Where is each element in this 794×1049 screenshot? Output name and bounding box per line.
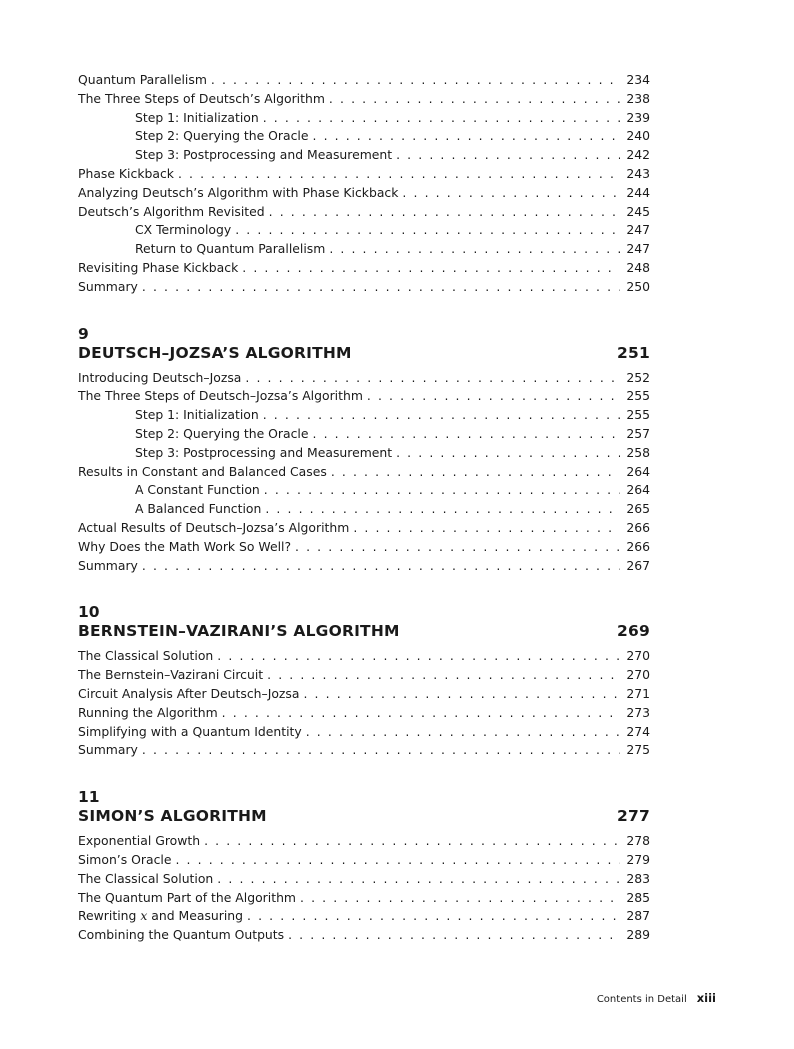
toc-subentry[interactable] — [78, 406, 650, 425]
entry-page-number: 247 — [626, 222, 650, 238]
entry-page-number: 255 — [626, 407, 650, 423]
entry-page-number: 248 — [626, 259, 650, 275]
entry-title: Step 3: Postprocessing and Measurement — [135, 444, 393, 460]
toc-subentry[interactable] — [78, 240, 650, 259]
toc-entry[interactable] — [78, 538, 650, 557]
entry-page-number: 244 — [626, 184, 650, 200]
dot-leader — [396, 146, 620, 165]
dot-leader — [178, 165, 620, 184]
entry-page-number: 287 — [626, 908, 650, 924]
entry-title: A Balanced Function — [135, 501, 262, 517]
dot-leader — [247, 907, 620, 926]
toc-subentry[interactable] — [78, 221, 650, 240]
dot-leader — [331, 463, 621, 482]
toc-subentry[interactable] — [78, 127, 650, 146]
entry-title: Running the Algorithm — [78, 704, 218, 720]
running-head: Contents in Detail — [596, 994, 687, 1005]
entry-title: Step 1: Initialization — [135, 407, 259, 423]
chapter-heading[interactable] — [78, 343, 650, 363]
table-of-contents — [78, 71, 650, 945]
entry-title: Circuit Analysis After Deutsch–Jozsa — [78, 685, 300, 701]
dot-leader — [211, 71, 620, 90]
toc-entry[interactable] — [78, 369, 650, 388]
toc-entry[interactable] — [78, 165, 650, 184]
entry-page-number: 273 — [626, 704, 650, 720]
chapter-heading[interactable] — [78, 621, 650, 641]
entry-page-number: 240 — [626, 128, 650, 144]
entry-title: Step 2: Querying the Oracle — [135, 425, 309, 441]
entry-page-number: 250 — [626, 278, 650, 294]
dot-leader — [295, 538, 620, 557]
chapter-entries — [78, 647, 650, 760]
chapter-page-number: 251 — [617, 343, 650, 362]
entry-title: Analyzing Deutsch’s Algorithm with Phase Kickback — [78, 184, 399, 200]
entry-title: Step 1: Initialization — [135, 109, 259, 125]
dot-leader — [269, 203, 621, 222]
entry-title: Rewriting x and Measuring — [78, 908, 244, 924]
toc-entry[interactable] — [78, 907, 650, 926]
toc-entry[interactable] — [78, 71, 650, 90]
entry-title: A Constant Function — [135, 482, 260, 498]
entry-page-number: 242 — [626, 147, 650, 163]
entry-page-number: 239 — [626, 109, 650, 125]
dot-leader — [175, 851, 620, 870]
toc-entry[interactable] — [78, 926, 650, 945]
entry-page-number: 270 — [626, 667, 650, 683]
entry-title: Results in Constant and Balanced Cases — [78, 463, 327, 479]
chapter-heading[interactable] — [78, 806, 650, 826]
entry-title: Exponential Growth — [78, 833, 201, 849]
toc-entry[interactable] — [78, 704, 650, 723]
toc-subentry[interactable] — [78, 109, 650, 128]
toc-entry[interactable] — [78, 723, 650, 742]
toc-entry[interactable] — [78, 889, 650, 908]
toc-entry[interactable] — [78, 519, 650, 538]
toc-entry[interactable] — [78, 870, 650, 889]
entry-page-number: 234 — [626, 72, 650, 87]
entry-title: Revisiting Phase Kickback — [78, 259, 239, 275]
chapter-block — [78, 603, 650, 641]
continued-entries — [78, 71, 650, 297]
page-folio: xiii — [696, 991, 716, 1005]
dot-leader — [267, 666, 620, 685]
toc-subentry[interactable] — [78, 481, 650, 500]
entry-title: Simplifying with a Quantum Identity — [78, 723, 302, 739]
entry-title: CX Terminology — [135, 222, 232, 238]
entry-page-number: 278 — [626, 833, 650, 849]
dot-leader — [265, 500, 620, 519]
chapter-entries — [78, 832, 650, 945]
entry-title: Introducing Deutsch–Jozsa — [78, 369, 242, 385]
dot-leader — [217, 647, 620, 666]
entry-title: Actual Results of Deutsch–Jozsa’s Algorithm — [78, 519, 350, 535]
entry-page-number: 245 — [626, 203, 650, 219]
entry-page-number: 257 — [626, 425, 650, 441]
entry-title: Summary — [78, 278, 138, 294]
toc-subentry[interactable] — [78, 425, 650, 444]
entry-page-number: 275 — [626, 742, 650, 758]
chapter-title: BERNSTEIN–VAZIRANI’S ALGORITHM — [78, 622, 400, 641]
entry-title: The Three Steps of Deutsch–Jozsa’s Algorithm — [78, 388, 363, 404]
dot-leader — [313, 425, 621, 444]
entry-page-number: 270 — [626, 648, 650, 664]
dot-leader — [329, 90, 620, 109]
toc-entry[interactable] — [78, 557, 650, 576]
chapter-block — [78, 325, 650, 363]
chapter-list — [78, 325, 650, 945]
toc-entry[interactable] — [78, 184, 650, 203]
dot-leader — [142, 557, 620, 576]
entry-page-number: 283 — [626, 870, 650, 886]
dot-leader — [288, 926, 620, 945]
entry-title: Return to Quantum Parallelism — [135, 241, 326, 257]
chapter-title: DEUTSCH–JOZSA’S ALGORITHM — [78, 343, 352, 362]
entry-page-number: 289 — [626, 927, 650, 943]
dot-leader — [142, 741, 620, 760]
entry-page-number: 238 — [626, 90, 650, 106]
dot-leader — [263, 406, 621, 425]
page-footer — [597, 991, 716, 1005]
dot-leader — [329, 240, 620, 259]
entry-title: The Three Steps of Deutsch’s Algorithm — [78, 90, 325, 106]
dot-leader — [242, 259, 620, 278]
entry-page-number: 255 — [626, 388, 650, 404]
entry-page-number: 267 — [626, 557, 650, 573]
dot-leader — [300, 889, 620, 908]
entry-page-number: 279 — [626, 851, 650, 867]
entry-page-number: 243 — [626, 165, 650, 181]
toc-entry[interactable] — [78, 685, 650, 704]
toc-subentry[interactable] — [78, 500, 650, 519]
entry-page-number: 271 — [626, 685, 650, 701]
entry-page-number: 258 — [626, 444, 650, 460]
entry-title: The Classical Solution — [78, 648, 214, 664]
entry-title: Deutsch’s Algorithm Revisited — [78, 203, 265, 219]
entry-title: Quantum Parallelism — [78, 72, 207, 87]
entry-page-number: 266 — [626, 538, 650, 554]
entry-title: Summary — [78, 742, 138, 758]
dot-leader — [245, 369, 620, 388]
toc-entry[interactable] — [78, 463, 650, 482]
entry-title: Simon’s Oracle — [78, 851, 172, 867]
entry-title: Combining the Quantum Outputs — [78, 927, 285, 943]
entry-title: The Quantum Part of the Algorithm — [78, 889, 296, 905]
dot-leader — [303, 685, 620, 704]
entry-page-number: 264 — [626, 482, 650, 498]
toc-entry[interactable] — [78, 832, 650, 851]
dot-leader — [235, 221, 620, 240]
entry-page-number: 265 — [626, 501, 650, 517]
entry-title: The Classical Solution — [78, 870, 214, 886]
chapter-title: SIMON’S ALGORITHM — [78, 807, 267, 826]
dot-leader — [396, 444, 620, 463]
toc-entry[interactable] — [78, 90, 650, 109]
entry-page-number: 266 — [626, 519, 650, 535]
toc-entry[interactable] — [78, 741, 650, 760]
entry-page-number: 274 — [626, 723, 650, 739]
dot-leader — [367, 387, 620, 406]
entry-title: Step 3: Postprocessing and Measurement — [135, 147, 393, 163]
toc-entry[interactable] — [78, 203, 650, 222]
entry-page-number: 285 — [626, 889, 650, 905]
chapter-entries — [78, 369, 650, 576]
dot-leader — [313, 127, 621, 146]
dot-leader — [142, 278, 620, 297]
entry-title: Why Does the Math Work So Well? — [78, 538, 292, 554]
dot-leader — [353, 519, 620, 538]
dot-leader — [204, 832, 620, 851]
entry-title: Summary — [78, 557, 138, 573]
dot-leader — [222, 704, 621, 723]
chapter-page-number: 269 — [617, 622, 650, 641]
entry-title: Step 2: Querying the Oracle — [135, 128, 309, 144]
dot-leader — [306, 723, 621, 742]
entry-title: Phase Kickback — [78, 165, 174, 181]
dot-leader — [217, 870, 620, 889]
toc-entry[interactable] — [78, 278, 650, 297]
toc-subentry[interactable] — [78, 146, 650, 165]
dot-leader — [402, 184, 620, 203]
entry-page-number: 264 — [626, 463, 650, 479]
chapter-page-number: 277 — [617, 807, 650, 826]
toc-entry[interactable] — [78, 647, 650, 666]
toc-entry[interactable] — [78, 851, 650, 870]
dot-leader — [263, 109, 621, 128]
chapter-number: 11 — [78, 788, 100, 807]
chapter-block — [78, 788, 650, 826]
entry-page-number: 252 — [626, 369, 650, 385]
chapter-number: 9 — [78, 324, 89, 343]
toc-entry[interactable] — [78, 259, 650, 278]
chapter-number: 10 — [78, 603, 100, 622]
entry-title: The Bernstein–Vazirani Circuit — [78, 667, 264, 683]
toc-subentry[interactable] — [78, 444, 650, 463]
toc-entry[interactable] — [78, 666, 650, 685]
entry-page-number: 247 — [626, 241, 650, 257]
toc-entry[interactable] — [78, 387, 650, 406]
dot-leader — [264, 481, 621, 500]
